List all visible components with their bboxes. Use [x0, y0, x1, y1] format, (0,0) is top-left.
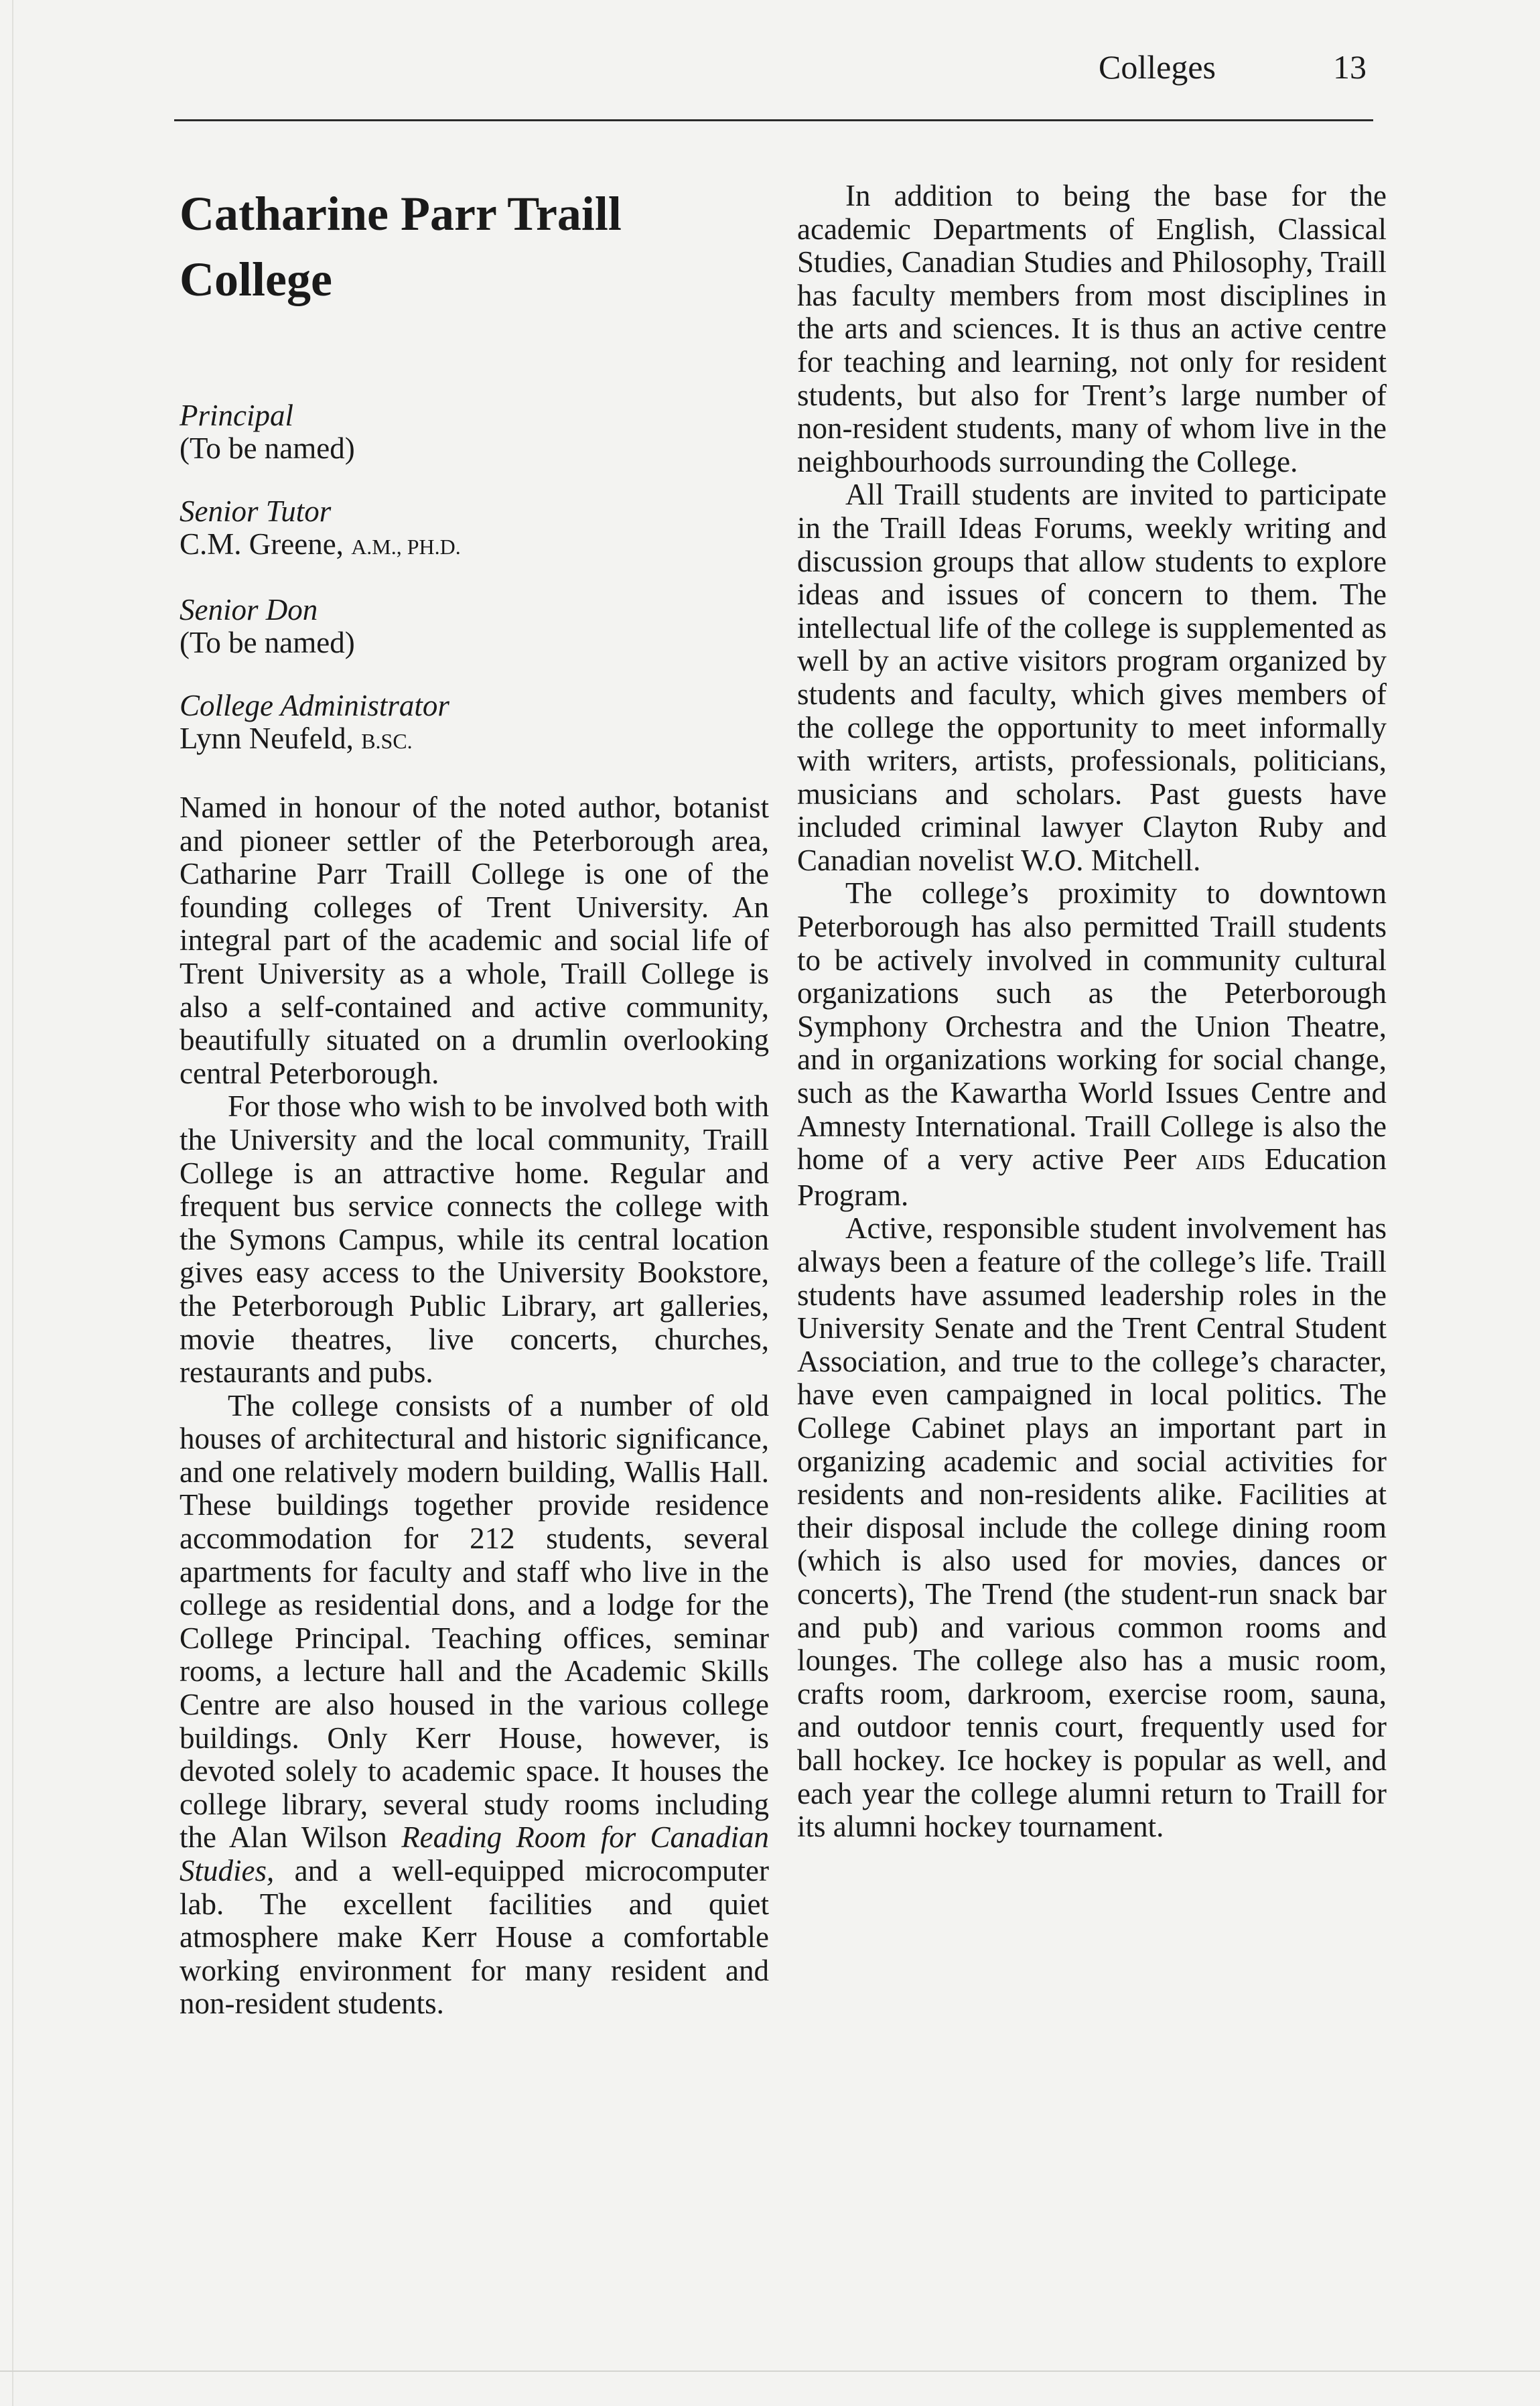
page-number: 13 [1333, 48, 1367, 86]
staff-role: College Administrator [180, 689, 449, 722]
staff-name [180, 722, 769, 758]
staff-person: (To be named) [180, 626, 355, 659]
paragraph-text: Education Program. [797, 1142, 1387, 1212]
body-paragraph: All Traill students are invited to participate in the Traill Ideas Forums, weekly writing and discussion groups that allow students to explore ideas and issues of concern to them. The intellectual life of the college is supplemented as well by an active visitors program organized by students and faculty, which gives members of the college the opportunity to meet informally with writers, artists, professionals, politicians, musicians and scholars. Past guests have included criminal lawyer Clayton Ruby and Canadian novelist W.O. Mitchell. [797, 478, 1387, 877]
body-paragraph: In addition to being the base for the academic Departments of English, Classical Studies, Canadian Studies and Philosophy, Traill has faculty members from most disciplines in the arts and sciences. It is thus an active centre for teaching and learning, not only for resident students, but also for Trent’s large number of non-resident students, many of whom live in the neighbourhoods surrounding the College. [797, 179, 1387, 478]
section-name: Colleges [1099, 48, 1216, 86]
staff-name [180, 432, 769, 465]
staff-name [180, 626, 769, 659]
staff-person: (To be named) [180, 431, 355, 465]
paragraph-text: and a well-equipped microcomputer lab. The excellent facilities and quiet atmosphere make Kerr House a comfortable working environment for many resident and non-resident students. [180, 1854, 769, 2021]
left-column [180, 181, 769, 2021]
article-title: Catharine Parr Traill College [180, 187, 622, 306]
body-paragraph: Active, responsible student involvement has always been a feature of the college’s life. Traill students have assumed leadership roles in the University Senate and the Trent Central Student Association, and true to the college’s character, have even campaigned in local politics. The College Cabinet plays an important part in organizing academic and social activities for residents and non-residents alike. Facilities at their disposal include the college dining room (which is also used for movies, dances or concerts), The Trend (the student-run snack bar and pub) and various common rooms and lounges. The college also has a music room, crafts room, darkroom, exercise room, sauna, and outdoor tennis court, frequently used for ball hockey. Ice hockey is popular as well, and each year the college alumni return to Traill for its alumni hockey tournament. [797, 1211, 1387, 1844]
staff-role: Principal [180, 399, 293, 432]
staff-credential: B.SC. [361, 729, 413, 753]
body-paragraph [180, 1390, 769, 2021]
aids-acronym: AIDS [1195, 1150, 1246, 1175]
staff-principal [180, 399, 769, 465]
staff-person: C.M. Greene, [180, 527, 344, 561]
running-header [1099, 47, 1367, 87]
staff-name [180, 528, 769, 563]
scan-edge-line [12, 0, 13, 2406]
body-paragraph: For those who wish to be involved both with the University and the local community, Traill College is an attractive home. Regular and frequent bus service connects the college with the Symons Campus, while its central location gives easy access to the University Bookstore, the Peterborough Public Library, art galleries, movie theatres, live concerts, churches, restaurants and pubs. [180, 1089, 769, 1390]
paragraph-text: The college consists of a number of old houses of architectural and historic significance, and one relatively modern building, Wallis Hall. These buildings together provide residence accommodation for 212 students, several apartments for faculty and staff who live in the college as residential dons, and a lodge for the College Principal. Teaching offices, seminar rooms, a lecture hall and the Academic Skills Centre are also housed in the various college buildings. Only Kerr House, however, is devoted solely to academic space. It houses the college library, several study rooms including the Alan Wilson [180, 1388, 769, 1855]
body-paragraph: Named in honour of the noted author, botanist and pioneer settler of the Peterborough area, Catharine Parr Traill College is one of the founding colleges of Trent University. An integral part of the academic and social life of Trent University as a whole, Traill College is also a self-contained and active community, beautifully situated on a drumlin overlooking central Peterborough. [180, 791, 769, 1090]
staff-senior-don [180, 594, 769, 659]
reading-room-title: Reading Room for Canadian Studies, [180, 1820, 770, 1887]
staff-person: Lynn Neufeld, [180, 722, 354, 755]
header-rule [174, 119, 1373, 121]
scan-bottom-edge [0, 2370, 1540, 2372]
staff-role: Senior Tutor [180, 494, 332, 528]
right-column [797, 180, 1387, 1844]
staff-role: Senior Don [180, 593, 318, 626]
staff-senior-tutor [180, 495, 769, 563]
paragraph-text: The college’s proximity to downtown Peterborough has also permitted Traill students to be actively involved in community cultural organizations such as the Peterborough Symphony Orchestra and the Union Theatre, and in organizations working for social change, such as the Kawartha World Issues Centre and Amnesty International. Traill College is also the home of a very active Peer [797, 876, 1387, 1177]
staff-credential: A.M., PH.D. [351, 535, 461, 559]
body-paragraph [797, 877, 1387, 1212]
staff-college-administrator [180, 689, 769, 758]
